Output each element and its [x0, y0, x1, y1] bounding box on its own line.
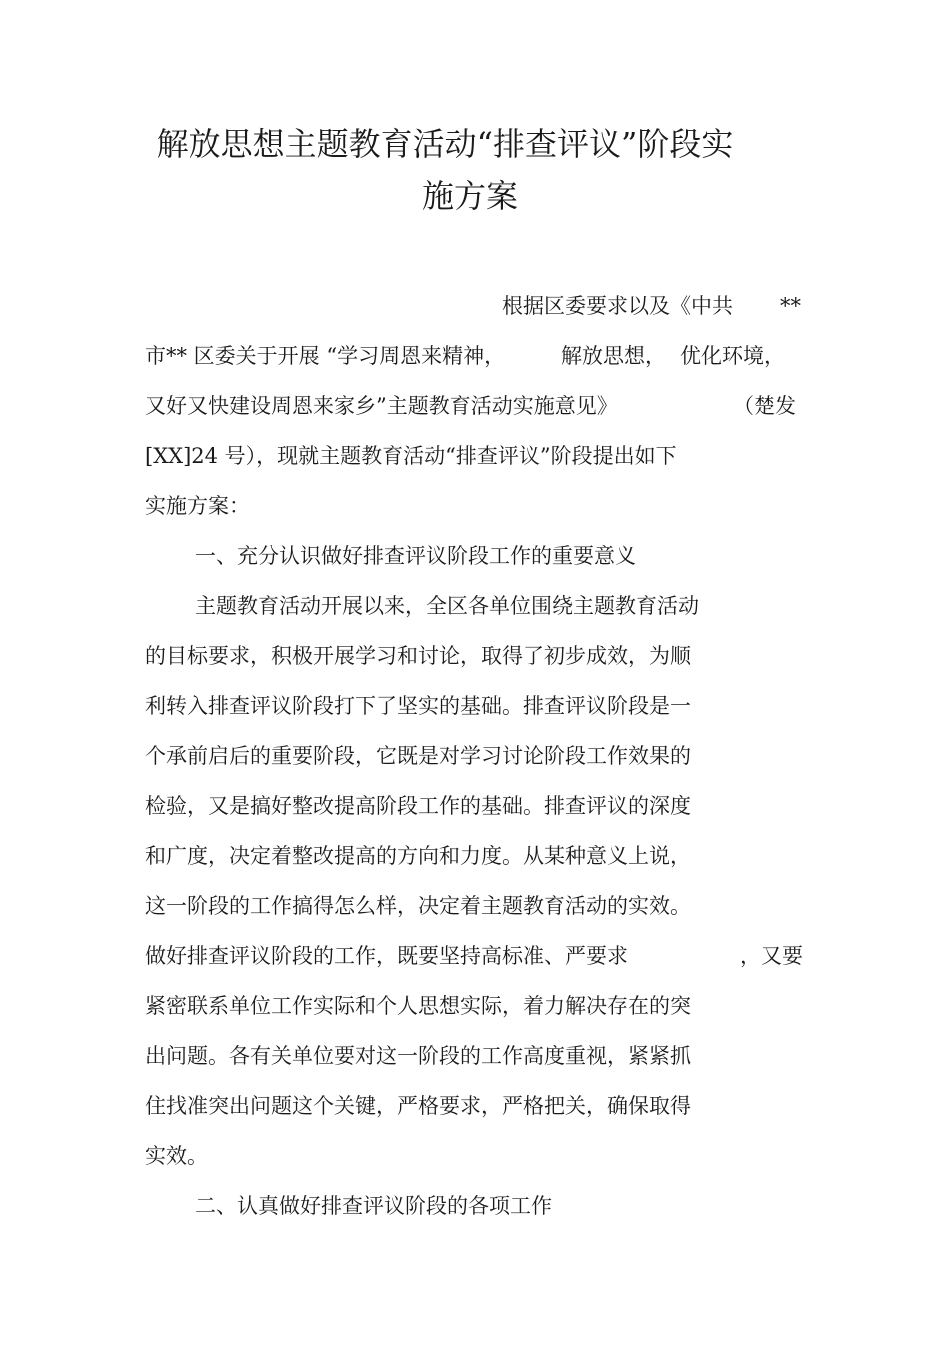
- section-1-line-8: [145, 941, 628, 971]
- section-1-line: 检验，又是搞好整改提高阶段工作的基础。排查评议的深度: [145, 794, 691, 818]
- section-1-line: 个承前启后的重要阶段，它既是对学习讨论阶段工作效果的: [145, 744, 691, 768]
- intro-text: 市** 区委关于开展 “学习周恩来精神，: [145, 344, 506, 368]
- intro-line-1: [502, 291, 733, 321]
- intro-text: 又好又快建设周恩来家乡”主题教育活动实施意见》: [145, 394, 618, 418]
- intro-text: （楚发: [733, 394, 796, 418]
- intro-text: 根据区委要求以及《中共: [502, 294, 733, 318]
- section-1-line: 和广度，决定着整改提高的方向和力度。从某种意义上说，: [145, 844, 691, 868]
- section-1-line: 实效。: [145, 1144, 208, 1168]
- section-1-line: 利转入排查评议阶段打下了坚实的基础。排查评议阶段是一: [145, 694, 691, 718]
- intro-line-1-mark: [780, 291, 801, 321]
- section-1-text: 做好排查评议阶段的工作，既要坚持高标准、严要求: [145, 944, 628, 968]
- section-1-line: 这一阶段的工作搞得怎么样，决定着主题教育活动的实效。: [145, 894, 691, 918]
- intro-line-4: [XX]24 号），现就主题教育活动“排查评议”阶段提出如下: [145, 444, 677, 468]
- section-1-text: ，又要: [740, 944, 803, 968]
- intro-line-3: [145, 391, 618, 421]
- section-1-line: 主题教育活动开展以来，全区各单位围绕主题教育活动: [195, 594, 699, 618]
- intro-line-2-b: [561, 341, 666, 371]
- document-title-line-1: 解放思想主题教育活动“排查评议”阶段实: [156, 125, 734, 163]
- intro-line-5: 实施方案：: [145, 494, 250, 518]
- intro-line-3-b: [733, 391, 796, 421]
- section-1-line: 的目标要求，积极开展学习和讨论，取得了初步成效，为顺: [145, 644, 691, 668]
- intro-line-2: [145, 341, 505, 371]
- intro-line-2-c: [680, 341, 785, 371]
- section-1-line: 紧密联系单位工作实际和个人思想实际，着力解决存在的突: [145, 994, 691, 1018]
- document-title-line-2: 施方案: [421, 177, 518, 215]
- section-2-heading: 二、认真做好排查评议阶段的各项工作: [195, 1194, 552, 1218]
- section-1-heading: 一、充分认识做好排查评议阶段工作的重要意义: [195, 544, 636, 568]
- section-1-line-8-b: [740, 941, 803, 971]
- section-1-line: 住找准突出问题这个关键，严格要求，严格把关，确保取得: [145, 1094, 691, 1118]
- intro-text: 解放思想，: [561, 344, 666, 368]
- section-1-line: 出问题。各有关单位要对这一阶段的工作高度重视，紧紧抓: [145, 1044, 691, 1068]
- intro-text: **: [780, 294, 801, 318]
- intro-text: 优化环境，: [680, 344, 785, 368]
